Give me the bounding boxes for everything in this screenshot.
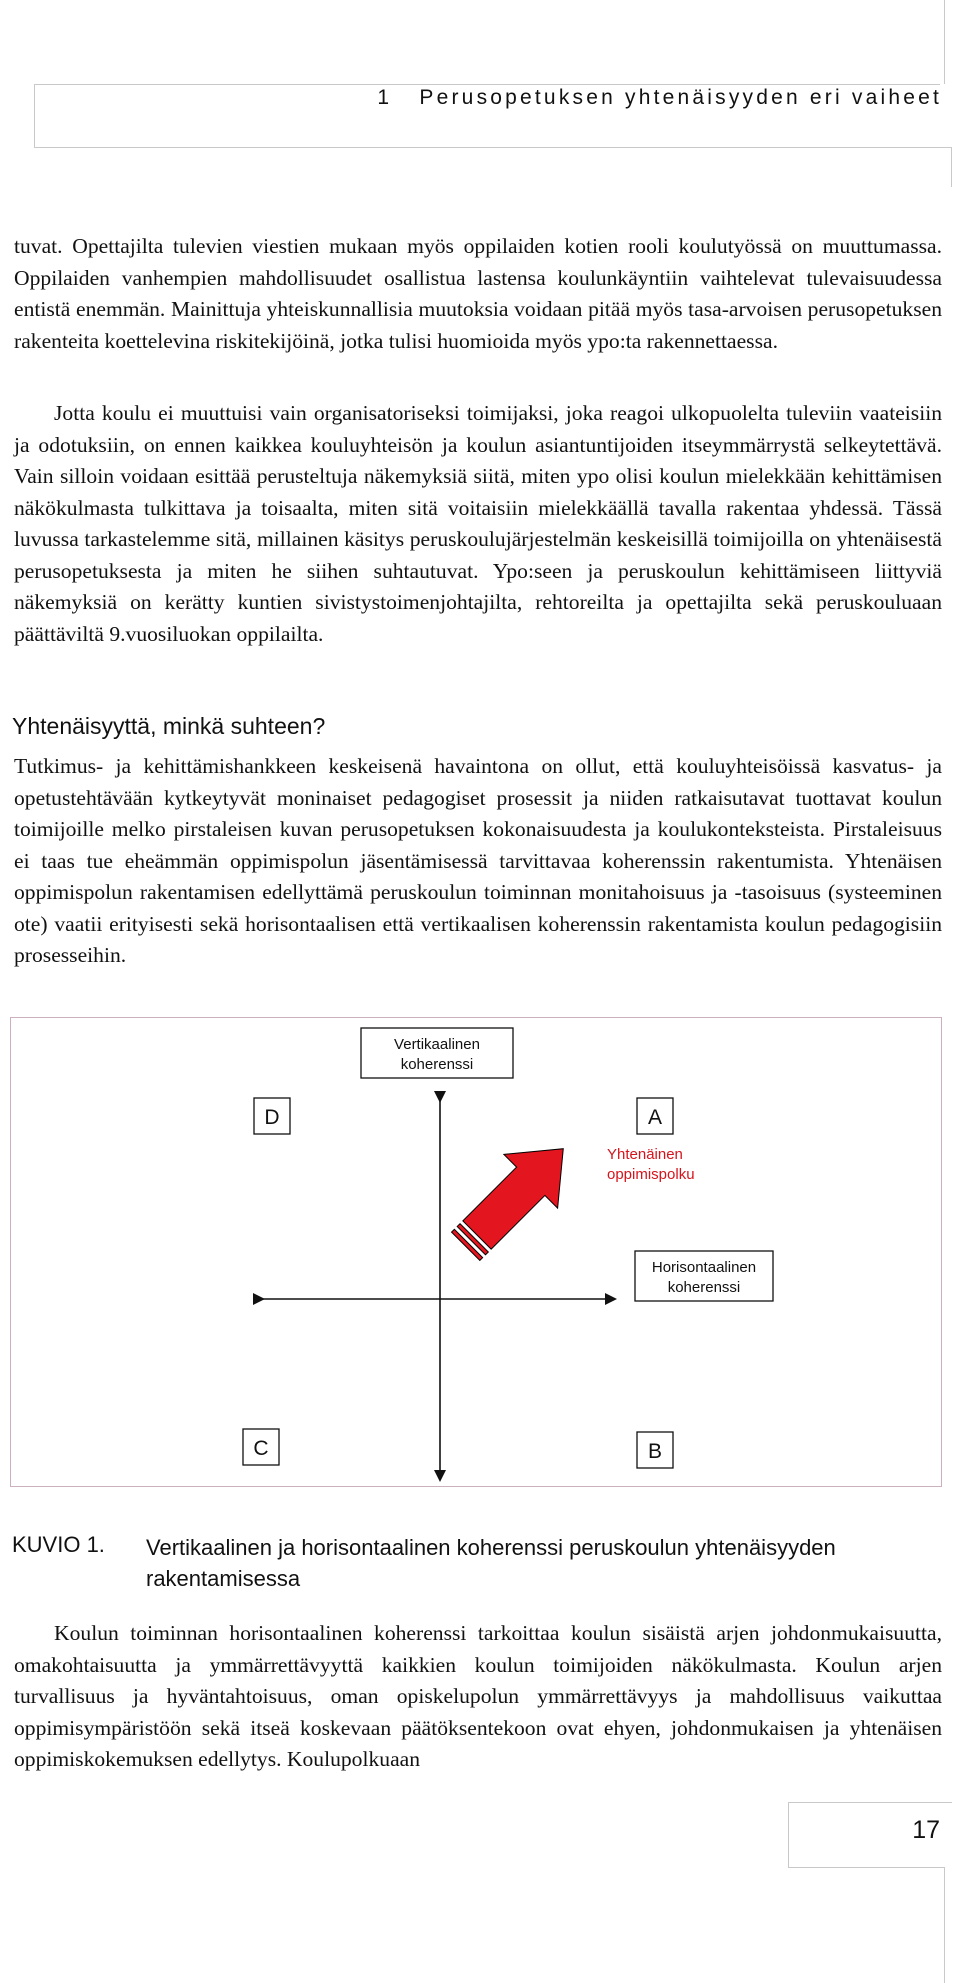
section-heading: Yhtenäisyyttä, minkä suhteen? — [12, 713, 326, 739]
figure-caption-text: Vertikaalinen ja horisontaalinen koherenssi peruskoulun yhtenäisyyden rakentamisessa — [146, 1535, 836, 1591]
frame-page-number-left — [788, 1802, 789, 1868]
quadrant-a-label: A — [647, 1106, 663, 1129]
frame-right-top-vertical — [944, 0, 945, 84]
frame-page-number-bottom — [788, 1867, 944, 1868]
frame-top-left-vertical — [34, 84, 35, 148]
frame-top-bottom-horizontal — [34, 147, 952, 148]
quadrant-c-label: C — [253, 1437, 269, 1460]
running-head — [377, 86, 942, 110]
paragraph-4: Koulun toiminnan horisontaalinen koherenssi tarkoittaa koulun sisäistä arjen johdonmukaisuutta, omakohtaisuutta ja ymmärrettävyyttä kaikkien koulun toimijoiden näkökulmasta. Koulun arjen turvallisuus ja hyväntahtoisuus, oman opiskelupolun ymmärrettävyys ja mahdollisuus vaikuttaa oppimisympäristöön sekä itseä koskevaan päätöksentekoon ovat ehyen, johdonmukaisen ja yhtenäisen oppimiskokemuksen edellytys. Koulupolkuaan — [14, 1621, 942, 1771]
horizontal-coherence-label-2: koherenssi — [667, 1279, 741, 1296]
paragraph-3: Tutkimus- ja kehittämishankkeen keskeisenä havaintona on ollut, että kouluyhteisöissä kasvatus- ja opetustehtävään kytkeytyvät moninaiset pedagogiset prosessit ja niiden ratkaisutavat tuottavat koulun toimijoille melko pirstaleisen kuvan perusopetuksen kokonaisuudesta ja koulukonteksteista. Pirstaleisuus ei taas tue eheämmän oppimispolun jäsentämisessä tarvittavaa koherenssin rakentumista. Yhtenäisen oppimispolun rakentamisen edellyttämä peruskoulun toiminnan monitahoisuus ja -tasoisuus (systeeminen ote) vaatii erityisesti sekä horisontaalisen että vertikaalisen koherenssin rakentamista koulun pedagogisiin prosesseihin. — [14, 754, 942, 967]
quadrant-b-label: B — [647, 1440, 663, 1463]
quadrant-d-label: D — [264, 1106, 280, 1129]
chapter-title: Perusopetuksen yhtenäisyyden eri vaiheet — [419, 86, 942, 109]
vertical-coherence-label-1: Vertikaalinen — [394, 1036, 480, 1053]
frame-right-bottom-vertical — [944, 1867, 945, 1983]
frame-right-under-header — [951, 147, 952, 187]
figure-caption-number: KUVIO 1. — [12, 1532, 105, 1557]
frame-page-number-top — [788, 1802, 952, 1803]
learning-path-arrow — [439, 1122, 590, 1273]
chapter-number: 1 — [377, 86, 393, 109]
frame-top-horizontal — [34, 84, 940, 85]
figure-coherence-diagram — [10, 1017, 942, 1487]
vertical-coherence-label-2: koherenssi — [400, 1056, 474, 1073]
page-number: 17 — [912, 1816, 940, 1844]
diagram-svg — [11, 1018, 941, 1486]
paragraph-1: tuvat. Opettajilta tulevien viestien mukaan myös oppilaiden kotien rooli koulutyössä on muuttumassa. Oppilaiden vanhempien mahdollisuudet osallistua lastensa koulunkäyntiin vaihtelevat tulevaisuudessa entistä enemmän. Mainittuja yhteiskunnallisia muutoksia voidaan pitää myös tasa-arvoisen perusopetuksen rakenteita koettelevina riskitekijöinä, jotka tulisi huomioida myös ypo:ta rakennettaessa. — [14, 234, 942, 353]
learning-path-label-1: Yhtenäinen — [607, 1146, 683, 1163]
horizontal-coherence-label-1: Horisontaalinen — [651, 1259, 757, 1276]
learning-path-label-2: oppimispolku — [607, 1166, 695, 1183]
paragraph-2: Jotta koulu ei muuttuisi vain organisatoriseksi toimijaksi, joka reagoi ulkopuolelta tuleviin vaateisiin ja odotuksiin, on ennen kaikkea kouluyhteisön ja koulun asiantuntijoiden itseymmärrystä selkeytettävä. Vain silloin voidaan esittää perusteltuja näkemyksiä siitä, miten ypo olisi koulun mielekkään kehittämisen näkökulmasta tulkittava ja toisaalta, miten sitä voitaisiin mielekkäällä tavalla rakentaa yhdessä. Tässä luvussa tarkastelemme sitä, millainen käsitys peruskoulujärjestelmän keskeisillä toimijoilla on yhtenäisestä perusopetuksesta ja miten he siihen suhtautuvat. Ypo:seen ja peruskoulun kehittämiseen liittyviä näkemyksiä on kerätty kuntien sivistystoimenjohtajilta, rehtoreilta ja opettajilta sekä peruskouluaan päättäviltä 9.vuosiluokan oppilailta. — [14, 401, 942, 646]
